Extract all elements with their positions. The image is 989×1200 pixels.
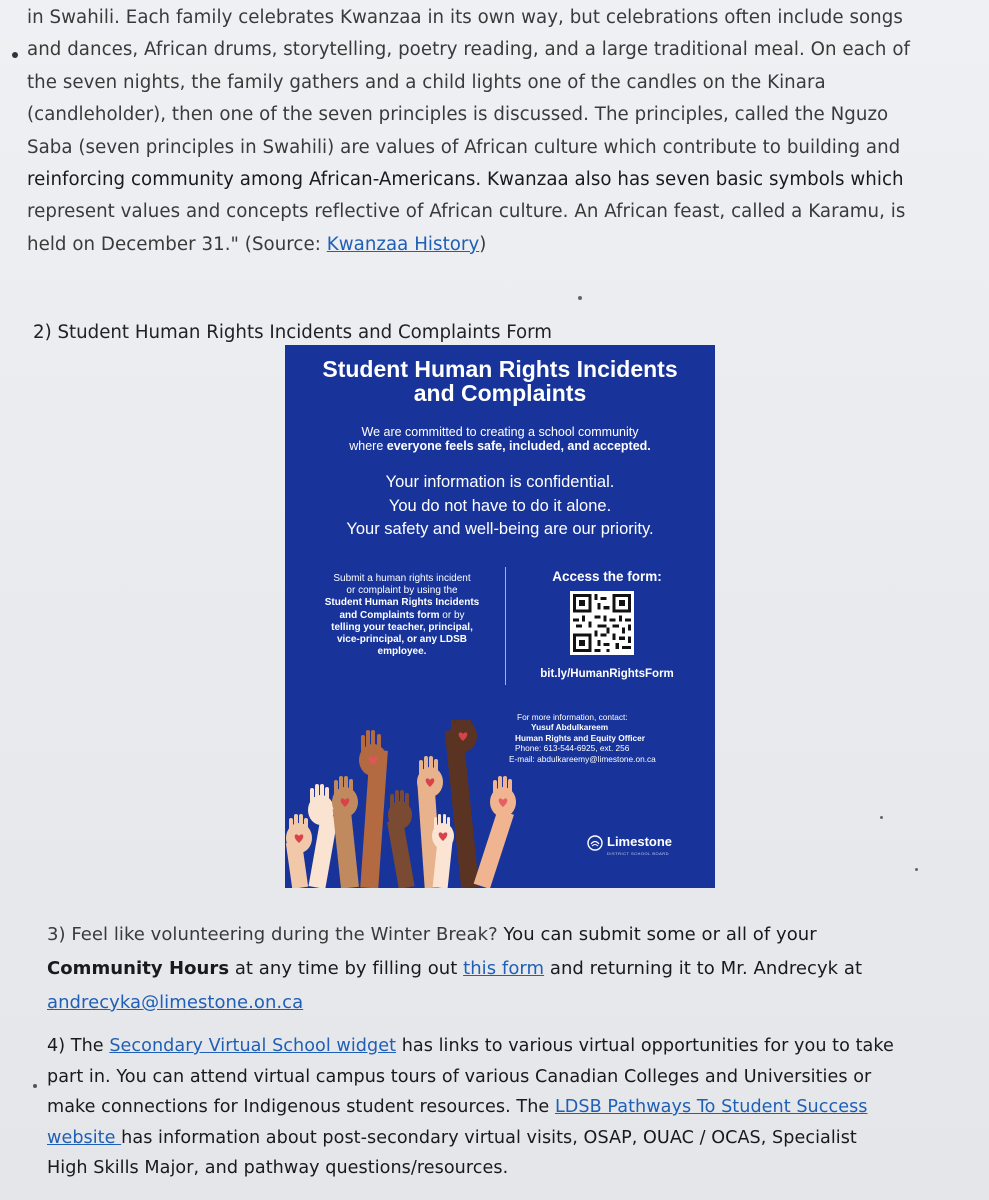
- text-line: in Swahili. Each family celebrates Kwanzaa in its own way, but celebrations often include songs: [27, 7, 903, 28]
- submit-line: telling your teacher, principal,: [331, 621, 473, 633]
- text-span: held on December 31." (Source:: [27, 233, 327, 255]
- text-line: [47, 952, 967, 986]
- contact-email: E-mail: abdulkareemy@limestone.on.ca: [509, 753, 656, 764]
- text-span: has links to various virtual opportunities for you to take: [396, 1036, 894, 1056]
- section-3-paragraph: [47, 918, 967, 1020]
- access-form-label: Access the form:: [552, 569, 662, 584]
- poster-confidential-block: [285, 471, 715, 542]
- contact-line: For more information, contact:: [517, 712, 628, 722]
- hand-icon: [359, 730, 388, 888]
- bullet-mark: [33, 1084, 37, 1088]
- text-span: ): [479, 233, 487, 255]
- submit-line: vice-principal, or any LDSB: [336, 634, 468, 646]
- poster-title-line: and Complaints: [413, 380, 587, 406]
- text-line: (candleholder), then one of the seven principles is discussed. The principles, called the Nguzo: [27, 104, 889, 126]
- submit-line: Student Human Rights Incidents: [324, 597, 480, 609]
- text-line: [27, 229, 977, 261]
- pathways-website-link[interactable]: website: [47, 1127, 122, 1148]
- bullet-mark: [12, 52, 18, 58]
- kwanzaa-history-link[interactable]: Kwanzaa History: [326, 233, 480, 255]
- poster-divider: [505, 567, 506, 685]
- text-span: 4) The: [47, 1036, 110, 1056]
- text-line: represent values and concepts reflective of African culture. An African feast, called a Karamu, is: [27, 201, 906, 223]
- secondary-virtual-school-link[interactable]: Secondary Virtual School widget: [109, 1036, 397, 1056]
- limestone-logo-icon: [587, 835, 603, 851]
- text-line: part in. You can attend virtual campus tours of various Canadian Colleges and Universities or: [47, 1066, 872, 1087]
- logo-name: Limestone: [607, 834, 673, 849]
- logo-subtitle: DISTRICT SCHOOL BOARD: [607, 851, 670, 856]
- section-2-heading: 2) Student Human Rights Incidents and Complaints Form: [33, 322, 553, 343]
- text-line: [47, 1092, 967, 1123]
- text-span: has information about post-secondary virtual visits, OSAP, OUAC / OCAS, Specialist: [121, 1127, 857, 1148]
- submit-line: employee.: [377, 646, 427, 658]
- raised-hands-illustration: [285, 720, 535, 888]
- text-span: where: [349, 439, 387, 453]
- confidential-line: Your information is confidential.: [385, 473, 615, 491]
- contact-role: Human Rights and Equity Officer: [515, 732, 645, 743]
- submit-line: [303, 610, 501, 622]
- this-form-link[interactable]: this form: [463, 958, 545, 979]
- confidential-line: You do not have to do it alone.: [388, 496, 612, 515]
- poster-submit-instructions: [303, 573, 501, 658]
- text-span: and Complaints form: [339, 609, 440, 621]
- text-line: and dances, African drums, storytelling, poetry reading, and a large traditional meal. On each of: [27, 39, 910, 61]
- limestone-logo: [587, 833, 707, 863]
- scan-speck: [880, 816, 883, 819]
- hand-icon: [286, 814, 312, 888]
- hand-icon: [474, 776, 516, 888]
- text-span: make connections for Indigenous student resources. The: [47, 1097, 555, 1117]
- text-line: the seven nights, the family gathers and a child lights one of the candles on the Kinara: [27, 71, 826, 93]
- poster-title: [285, 357, 715, 405]
- hand-icon: [387, 790, 415, 888]
- text-line: High Skills Major, and pathway questions/resources.: [47, 1158, 509, 1178]
- contact-phone: Phone: 613-544-6925, ext. 256: [515, 743, 630, 754]
- text-span: 3) Feel like volunteering during the Winter Break?: [47, 924, 504, 945]
- poster-contact-info: [509, 712, 709, 764]
- scan-speck: [578, 296, 582, 300]
- commitment-line: We are committed to creating a school community: [361, 425, 639, 439]
- form-short-link[interactable]: bit.ly/HumanRightsForm: [540, 668, 674, 680]
- text-span: or by: [439, 609, 465, 621]
- submit-line: or complaint by using the: [346, 585, 458, 597]
- human-rights-poster: [285, 345, 715, 888]
- poster-title-line: Student Human Rights Incidents: [322, 356, 678, 382]
- pathways-link[interactable]: LDSB Pathways To Student Success: [554, 1097, 868, 1117]
- text-line: [47, 918, 967, 952]
- kwanzaa-paragraph: [27, 2, 977, 261]
- community-hours-label: Community Hours: [47, 958, 230, 979]
- section-4-paragraph: [47, 1031, 967, 1184]
- qr-code-icon[interactable]: [570, 591, 634, 655]
- text-line: [47, 986, 967, 1020]
- text-span: and returning it to Mr. Andrecyk at: [544, 958, 863, 979]
- hand-icon: [332, 776, 359, 888]
- poster-commitment: [285, 425, 715, 453]
- text-span: at any time by filling out: [229, 958, 464, 979]
- email-link[interactable]: andrecyka@limestone.on.ca: [47, 992, 304, 1013]
- text-line: [47, 1031, 967, 1062]
- scan-speck: [915, 868, 918, 871]
- text-span: You can submit some or all of your: [503, 924, 817, 945]
- commitment-line: [285, 439, 715, 453]
- confidential-line: Your safety and well-being are our priority.: [346, 520, 654, 538]
- text-line: Saba (seven principles in Swahili) are values of African culture which contribute to building and: [27, 136, 901, 158]
- contact-name: Yusuf Abdulkareem: [531, 722, 609, 733]
- text-line: [47, 1123, 967, 1154]
- submit-line: Submit a human rights incident: [333, 573, 471, 584]
- text-span: everyone feels safe, included, and accepted.: [386, 439, 651, 453]
- text-line: reinforcing community among African-Americans. Kwanzaa also has seven basic symbols which: [27, 169, 904, 191]
